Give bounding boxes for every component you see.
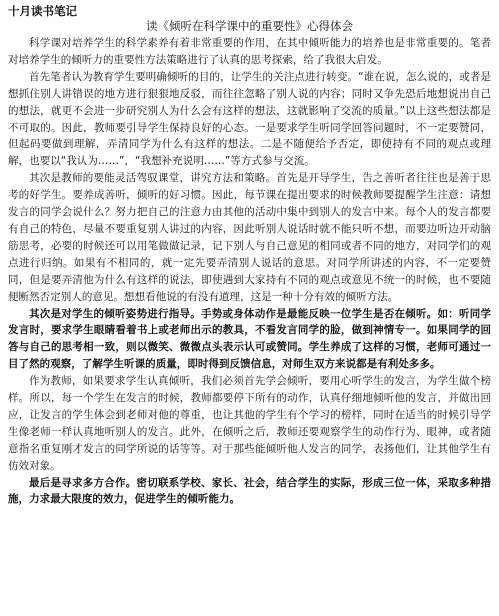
paragraph-listening-purpose: 首先笔者认为教育学生要明确倾听的目的，让学生的关注点进行转变。“谁在说，怎么说的，或者是想抓住别人讲错误的地方进行狠狠地反驳，而往往忽略了别人说的内容；同时又争先恐后地想说出自己的想法，就更不会进一步研究别人为什么会有这样的想法，这就影响了交流的质量。”以上这些想法都是不可取的。因此，教师要引导学生保持良好的心态。一是要求学生听同学回答问题时，不一定要赞同，但起码要做到理解，弄清同学为什么有这样的想法。二是不随便给予否定，即使持有不同的观点或理解，也要以“我认为……”，“我想补充说明……”等方式参与交流。 <box>8 70 491 168</box>
document-title: 读《倾听在科学课中的重要性》心得体会 <box>146 19 353 33</box>
paragraph-teacher-example: 作为教师，如果要求学生认真倾听，我们必须首先学会倾听，要用心听学生的发言，为学生做个榜样。所以，每一个学生在发言的时候，教师都要停下所有的动作，认真仔细地倾听他的发言，并做出回应，让发言的学生体会到老师对他的尊重，也让其他的学生有个学习的榜样，同时在适当的时候引导学生像老师一样认真地听别人的发言。此外，在倾听之后，教师还要观察学生的动作行为、眼神，或者随意指名重复刚才发言的同学所说的话等等。对于那些能倾听他人发言的同学，表扬他们，让其他学生有仿效对象。 <box>8 375 491 472</box>
note-label: 十月读书笔记 <box>8 4 77 18</box>
paragraph-listening-posture: 其次是对学生的倾听姿势进行指导。手势或身体动作是最能反映一位学生是否在倾听。如：听同学发言时，要求学生眼睛看着书上或老师出示的教具，不看发言同学的脸，做到神情专一。如果同学的回答与自己的思考相一致，则以微笑、微微点头表示认可或赞同。学生养成了这样的习惯，老师可通过一目了然的观察，了解学生听课的质量，即时得到反馈信息，对师生双方来说都是有利处多多。 <box>8 307 491 371</box>
paragraph-intro: 科学课对培养学生的科学素养有着非常重要的作用，在其中倾听能力的培养也是非常重要的。笔者对培养学生的倾听力的重要性方法策略进行了认真的思考探索，给了我很大启发。 <box>8 37 491 66</box>
paragraph-cooperation: 最后是寻求多方合作。密切联系学校、家长、社会，结合学生的实际，形成三位一体，采取多种措施，力求最大限度的效力，促进学生的倾听能力。 <box>8 476 491 506</box>
paragraph-classroom-methods: 其次是教师的要能灵活驾驭课堂，讲究方法和策略。首先是开导学生，告之善听者往往也是善于思考的好学生。要养成善听，倾听的好习惯。因此，每节课在提出要求的时候教师要提醒学生注意：请想发言的同学会说什么？努力把自己的注意力由其他的活动中集中到别人的发言中来。每个人的发言都要有自己的特色，尽量不要重复别人讲过的内容，因此听别人说话时就不能只听不想，而要边听边开动脑筋思考，必要的时候还可以用笔做做记录，记下别人与自己意见的相同或者不同的地方，对同学们的观点进行归纳。如果有不相同的，就一定先要弄清别人说话的意思。对同学所讲述的内容，不一定要赞同，但是要弄清他为什么有这样的说法，即使遇到大家持有不同的观点或意见不统一的时候，也不要随便断然否定别人的意见。想想看他说的有没有道理，这是一种十分有效的倾听方法。 <box>8 172 491 303</box>
